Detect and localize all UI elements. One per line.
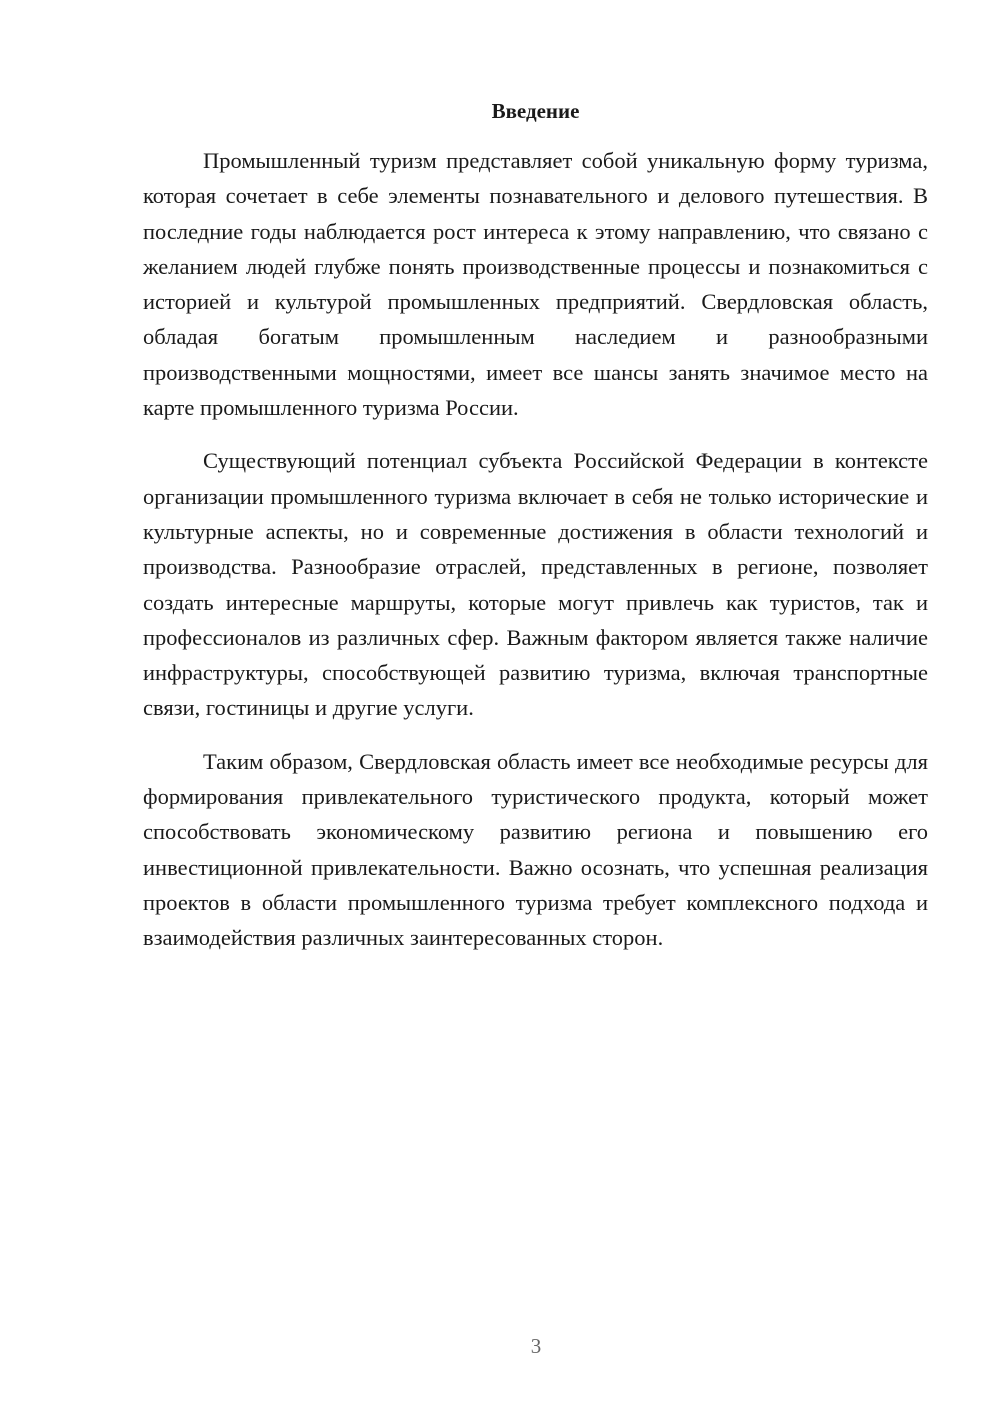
page-number: 3 xyxy=(530,1334,542,1358)
section-heading: Введение xyxy=(491,99,580,123)
document-body xyxy=(143,143,928,974)
paragraph-2: Существующий потенциал субъекта Российской Федерации в контексте организации промышленного туризма включает в себя не только исторические и культурные аспекты, но и современные достижения в области технологий и производства. Разнообразие отраслей, представленных в регионе, позволяет создать интересные маршруты, которые могут привлечь как туристов, так и профессионалов из различных сфер. Важным фактором является также наличие инфраструктуры, способствующей развитию туризма, включая транспортные связи, гостиницы и другие услуги. xyxy=(143,448,928,721)
paragraph-1: Промышленный туризм представляет собой уникальную форму туризма, которая сочетает в себе элементы познавательного и делового путешествия. В последние годы наблюдается рост интереса к этому направлению, что связано с желанием людей глубже понять производственные процессы и познакомиться с историей и культурой промышленных предприятий. Свердловская область, обладая богатым промышленным наследием и разнообразными производственными мощностями, имеет все шансы занять значимое место на карте промышленного туризма России. xyxy=(143,148,928,421)
paragraph-3: Таким образом, Свердловская область имеет все необходимые ресурсы для формирования привлекательного туристического продукта, который может способствовать экономическому развитию региона и повышению его инвестиционной привлекательности. Важно осознать, что успешная реализация проектов в области промышленного туризма требует комплексного подхода и взаимодействия различных заинтересованных сторон. xyxy=(143,748,928,951)
